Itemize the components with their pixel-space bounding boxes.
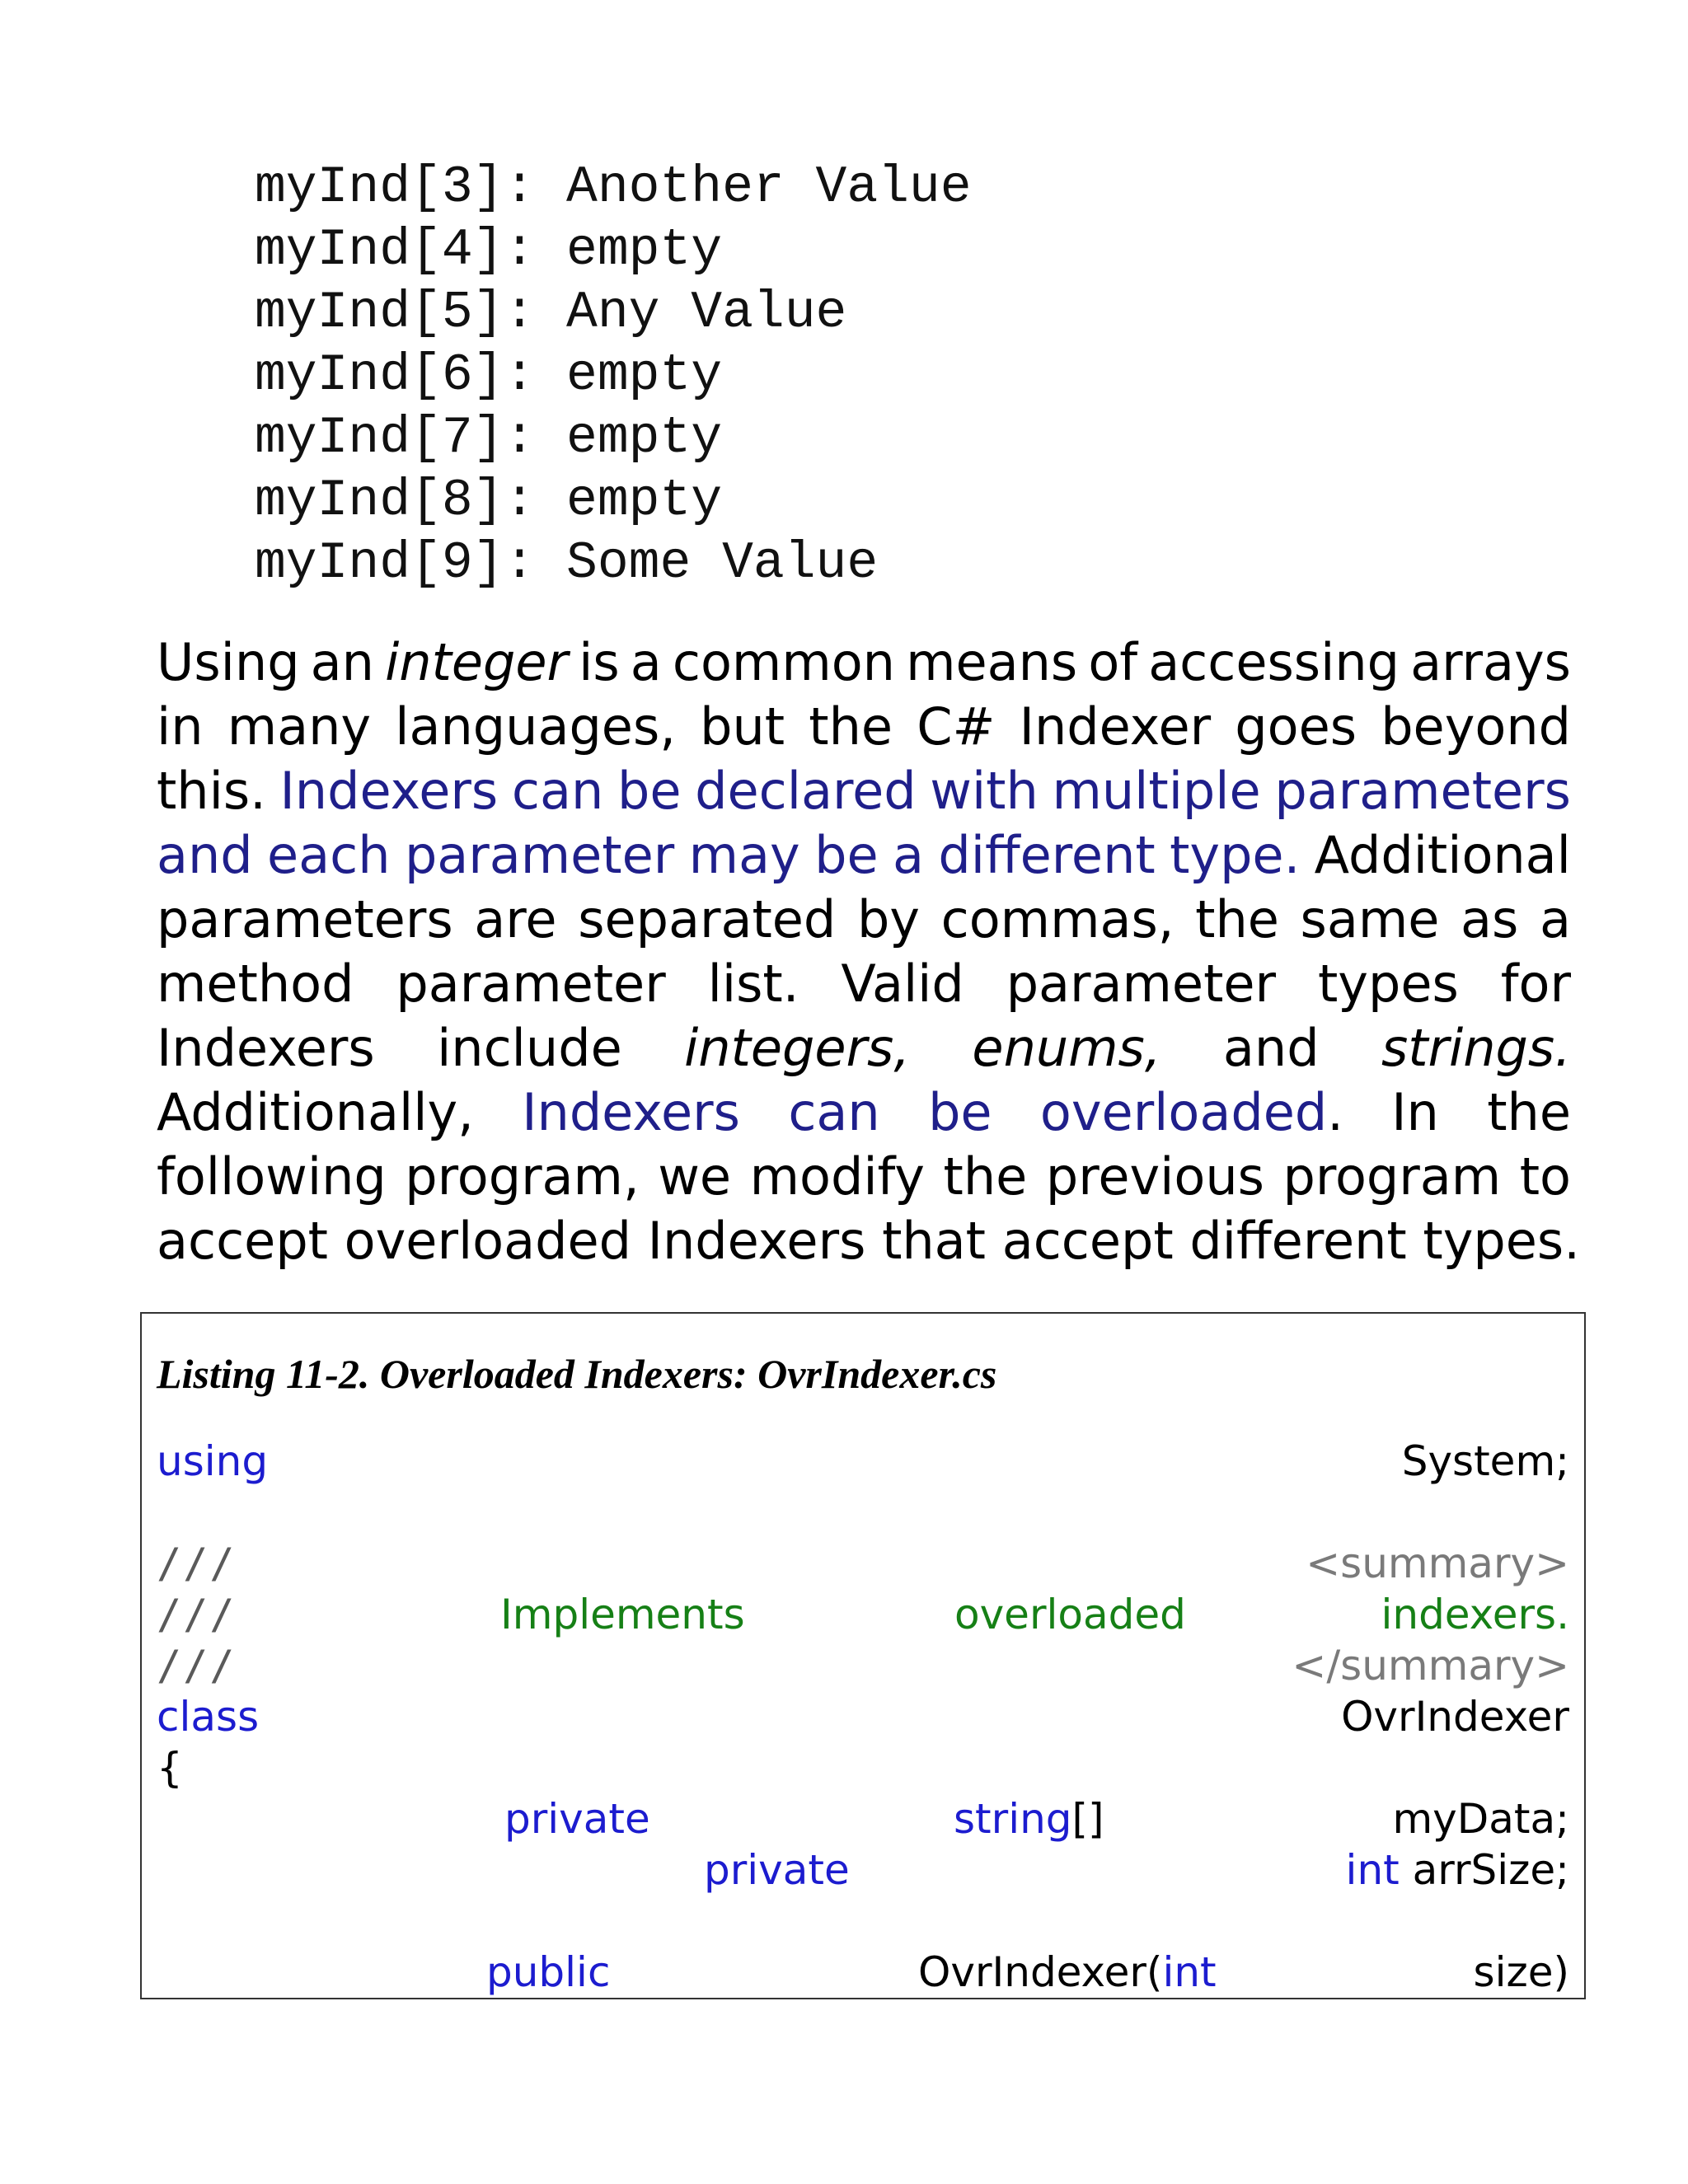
paragraph-line bbox=[157, 1080, 1571, 1145]
word: Valid bbox=[841, 954, 964, 1014]
keyword: string bbox=[954, 1795, 1072, 1843]
word: beyond bbox=[1381, 696, 1571, 757]
word: include bbox=[437, 1018, 622, 1078]
keyword: using bbox=[157, 1437, 269, 1485]
word: an bbox=[310, 632, 374, 692]
code-line bbox=[157, 1691, 1569, 1742]
code-token bbox=[1346, 1844, 1569, 1896]
word: arrays bbox=[1410, 632, 1571, 692]
word: be bbox=[928, 1082, 992, 1142]
code-token: [] bbox=[1071, 1795, 1104, 1843]
word: multiple bbox=[1052, 761, 1261, 821]
word: Indexers bbox=[279, 761, 499, 821]
word bbox=[1040, 1080, 1343, 1145]
xml-doc-tag: </summary> bbox=[1292, 1642, 1569, 1690]
word: modify bbox=[749, 1146, 925, 1207]
xml-doc-tag: <summary> bbox=[1306, 1540, 1569, 1587]
word: and bbox=[1222, 1018, 1320, 1078]
word: to bbox=[1519, 1146, 1571, 1207]
code-line bbox=[157, 1640, 1569, 1691]
paragraph-line bbox=[157, 630, 1571, 695]
word: program bbox=[1282, 1146, 1502, 1207]
code-token bbox=[918, 1947, 1217, 1998]
word: by bbox=[856, 889, 920, 949]
output-line: myInd[4]: empty bbox=[255, 221, 723, 279]
paragraph-line bbox=[157, 695, 1571, 759]
word: the bbox=[1195, 889, 1279, 949]
word: . bbox=[1327, 1082, 1343, 1142]
output-line: myInd[8]: empty bbox=[255, 471, 723, 530]
word: accessing bbox=[1148, 632, 1400, 692]
code-token: OvrIndexer( bbox=[918, 1948, 1163, 1996]
word: but bbox=[700, 696, 785, 757]
word: means bbox=[906, 632, 1078, 692]
word: list. bbox=[707, 954, 799, 1014]
word: common bbox=[672, 632, 895, 692]
word: this. bbox=[157, 761, 266, 821]
word: Using bbox=[157, 632, 300, 692]
word: each bbox=[267, 825, 391, 885]
word: are bbox=[474, 889, 557, 949]
word: parameters bbox=[157, 889, 453, 949]
word: can bbox=[788, 1082, 880, 1142]
code-token: { bbox=[157, 1744, 183, 1792]
word: a bbox=[1540, 889, 1571, 949]
word: we bbox=[658, 1146, 732, 1207]
word: Indexers bbox=[522, 1082, 740, 1142]
word: same bbox=[1300, 889, 1440, 949]
word: C# bbox=[917, 696, 996, 757]
code-line bbox=[157, 1436, 1569, 1487]
code-token: myData; bbox=[1392, 1795, 1569, 1843]
word: the bbox=[1487, 1082, 1571, 1142]
comment-text: indexers. bbox=[1381, 1591, 1569, 1638]
keyword: public bbox=[486, 1948, 611, 1996]
code-token: System; bbox=[1401, 1437, 1569, 1485]
word: be bbox=[617, 761, 682, 821]
comment-marker: /// bbox=[157, 1591, 237, 1638]
word: previous bbox=[1045, 1146, 1264, 1207]
word: method bbox=[157, 954, 354, 1014]
output-line: myInd[7]: empty bbox=[255, 409, 723, 467]
comment-text: Implements bbox=[500, 1591, 745, 1638]
keyword: private bbox=[704, 1846, 850, 1894]
listing-caption: Listing 11-2. Overloaded Indexers: OvrIndexer.cs bbox=[157, 1351, 997, 1397]
word: overloaded bbox=[1039, 1082, 1328, 1142]
word: enums, bbox=[972, 1018, 1161, 1078]
word: Additional bbox=[1314, 825, 1571, 885]
word: the bbox=[809, 696, 893, 757]
program-output bbox=[255, 157, 1409, 595]
word: commas, bbox=[940, 889, 1175, 949]
word: parameter bbox=[396, 954, 666, 1014]
word: different bbox=[938, 825, 1156, 885]
word: the bbox=[943, 1146, 1028, 1207]
body-paragraph bbox=[157, 630, 1580, 1273]
paragraph-line bbox=[157, 1016, 1571, 1080]
word: in bbox=[157, 696, 204, 757]
keyword: int bbox=[1345, 1846, 1400, 1894]
word: separated bbox=[578, 889, 837, 949]
comment-marker: /// bbox=[157, 1642, 237, 1690]
keyword: class bbox=[157, 1693, 260, 1741]
word: as bbox=[1461, 889, 1519, 949]
paragraph-line bbox=[157, 1145, 1571, 1209]
word: with bbox=[930, 761, 1039, 821]
keyword: private bbox=[504, 1795, 650, 1843]
output-line: myInd[5]: Any Value bbox=[255, 284, 847, 342]
word: type. bbox=[1170, 825, 1301, 885]
word: can bbox=[511, 761, 604, 821]
keyword: int bbox=[1162, 1948, 1217, 1996]
code-line bbox=[157, 1793, 1569, 1844]
code-line bbox=[157, 1947, 1569, 1998]
word: be bbox=[814, 825, 879, 885]
word: strings. bbox=[1381, 1018, 1571, 1078]
code-line bbox=[157, 1538, 1569, 1589]
word: following bbox=[157, 1146, 387, 1207]
output-line: myInd[6]: empty bbox=[255, 346, 723, 405]
output-line: myInd[3]: Another Value bbox=[255, 158, 972, 217]
word: program, bbox=[405, 1146, 640, 1207]
word: Additionally, bbox=[157, 1082, 474, 1142]
paragraph-line bbox=[157, 823, 1571, 888]
word: parameter bbox=[1006, 954, 1277, 1014]
word: and bbox=[157, 825, 253, 885]
word: is bbox=[579, 632, 620, 692]
code-token bbox=[954, 1793, 1104, 1844]
word: parameters bbox=[1274, 761, 1571, 821]
word: of bbox=[1088, 632, 1138, 692]
word: In bbox=[1391, 1082, 1439, 1142]
word: types bbox=[1317, 954, 1459, 1014]
word: many bbox=[227, 696, 372, 757]
word: declared bbox=[695, 761, 917, 821]
code-token: arrSize; bbox=[1412, 1846, 1569, 1894]
code-line bbox=[157, 1742, 1569, 1793]
paragraph-line bbox=[157, 759, 1571, 823]
paragraph-line bbox=[157, 952, 1571, 1016]
paragraph-line bbox=[157, 888, 1571, 952]
word: for bbox=[1500, 954, 1571, 1014]
comment-marker: /// bbox=[157, 1540, 237, 1587]
paragraph-line bbox=[157, 1209, 1580, 1273]
word: accept overloaded Indexers that accept different types. bbox=[157, 1211, 1580, 1271]
word: a bbox=[892, 825, 924, 885]
code-line bbox=[157, 1589, 1569, 1640]
code-token: size) bbox=[1473, 1948, 1569, 1996]
word: Indexer bbox=[1019, 696, 1212, 757]
word: a bbox=[630, 632, 662, 692]
word: may bbox=[688, 825, 800, 885]
word: Indexers bbox=[157, 1018, 375, 1078]
word: integer bbox=[385, 632, 569, 692]
word: goes bbox=[1235, 696, 1357, 757]
code-line bbox=[157, 1844, 1569, 1896]
word: languages, bbox=[395, 696, 676, 757]
word: parameter bbox=[404, 825, 675, 885]
code-listing bbox=[140, 1312, 1586, 1999]
output-line: myInd[9]: Some Value bbox=[255, 534, 879, 593]
code-token: OvrIndexer bbox=[1341, 1693, 1569, 1741]
comment-text: overloaded bbox=[954, 1591, 1186, 1638]
word: integers, bbox=[684, 1018, 911, 1078]
